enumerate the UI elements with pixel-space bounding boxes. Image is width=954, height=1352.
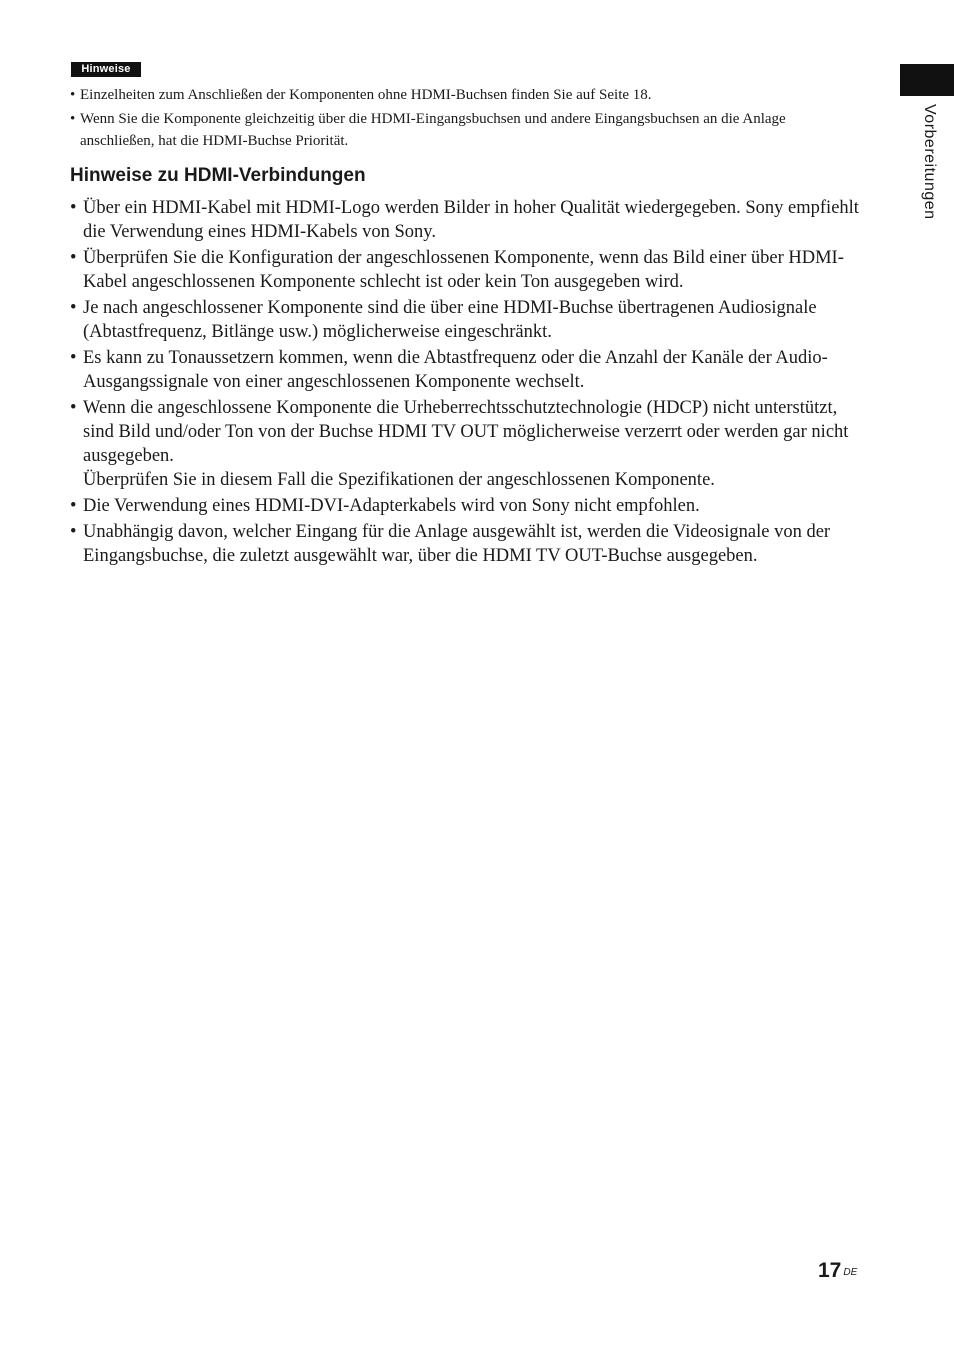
bullet-icon: • <box>70 248 77 268</box>
list-item <box>70 196 860 244</box>
bullet-icon: • <box>70 298 77 318</box>
bullet-icon: • <box>70 348 77 368</box>
item-followup-text: Überprüfen Sie in diesem Fall die Spezifikationen der angeschlossenen Komponente. <box>83 470 715 490</box>
list-item <box>70 246 860 294</box>
bullet-icon: • <box>70 198 77 218</box>
page-number-value: 17 <box>818 1259 842 1282</box>
page-number <box>818 1258 857 1284</box>
bullet-icon: • <box>70 87 76 103</box>
bullet-icon: • <box>70 111 76 127</box>
item-text: Die Verwendung eines HDMI-DVI-Adapterkabels wird von Sony nicht empfohlen. <box>83 496 700 516</box>
item-text: Je nach angeschlossener Komponente sind die über eine HDMI-Buchse übertragenen Audiosignale (Abtastfrequenz, Bitlänge usw.) möglicherweise eingeschränkt. <box>83 298 817 342</box>
bullet-icon: • <box>70 496 77 516</box>
list-item <box>70 396 860 492</box>
hdmi-notes-list <box>70 196 860 570</box>
list-item <box>70 346 860 394</box>
list-item <box>70 520 860 568</box>
list-item <box>70 108 850 152</box>
list-item <box>70 84 850 106</box>
notes-list <box>70 84 850 154</box>
chapter-tab-marker <box>900 64 954 96</box>
note-text: Wenn Sie die Komponente gleichzeitig über die HDMI-Eingangsbuchsen und andere Eingangsbuchsen an die Anlage anschließen, hat die HDMI-Buchse Priorität. <box>80 111 786 149</box>
list-item <box>70 494 860 518</box>
item-text: Über ein HDMI-Kabel mit HDMI-Logo werden Bilder in hoher Qualität wiedergegeben. Sony empfiehlt die Verwendung eines HDMI-Kabels von Sony. <box>83 198 859 242</box>
chapter-label: Vorbereitungen <box>921 104 938 220</box>
bullet-icon: • <box>70 398 77 418</box>
page-language-suffix: DE <box>843 1267 858 1278</box>
list-item <box>70 296 860 344</box>
note-text: Einzelheiten zum Anschließen der Komponenten ohne HDMI-Buchsen finden Sie auf Seite 18. <box>80 87 652 103</box>
item-text: Überprüfen Sie die Konfiguration der angeschlossenen Komponente, wenn das Bild einer über HDMI-Kabel angeschlossenen Komponente schlecht ist oder kein Ton ausgegeben wird. <box>83 248 844 292</box>
notes-badge: Hinweise <box>71 62 141 77</box>
item-text: Es kann zu Tonaussetzern kommen, wenn die Abtastfrequenz oder die Anzahl der Kanäle der Audio-Ausgangssignale von einer angeschlossenen Komponente wechselt. <box>83 348 828 392</box>
bullet-icon: • <box>70 522 77 542</box>
item-text: Wenn die angeschlossene Komponente die Urheberrechtsschutztechnologie (HDCP) nicht unterstützt, sind Bild und/oder Ton von der Buchse HDMI TV OUT möglicherweise verzerrt oder werden gar nicht ausgegeben. <box>83 398 849 466</box>
section-title: Hinweise zu HDMI-Verbindungen <box>70 165 366 186</box>
item-text: Unabhängig davon, welcher Eingang für die Anlage ausgewählt ist, werden die Videosignale von der Eingangsbuchse, die zuletzt ausgewählt war, über die HDMI TV OUT-Buchse ausgegeben. <box>83 522 831 566</box>
